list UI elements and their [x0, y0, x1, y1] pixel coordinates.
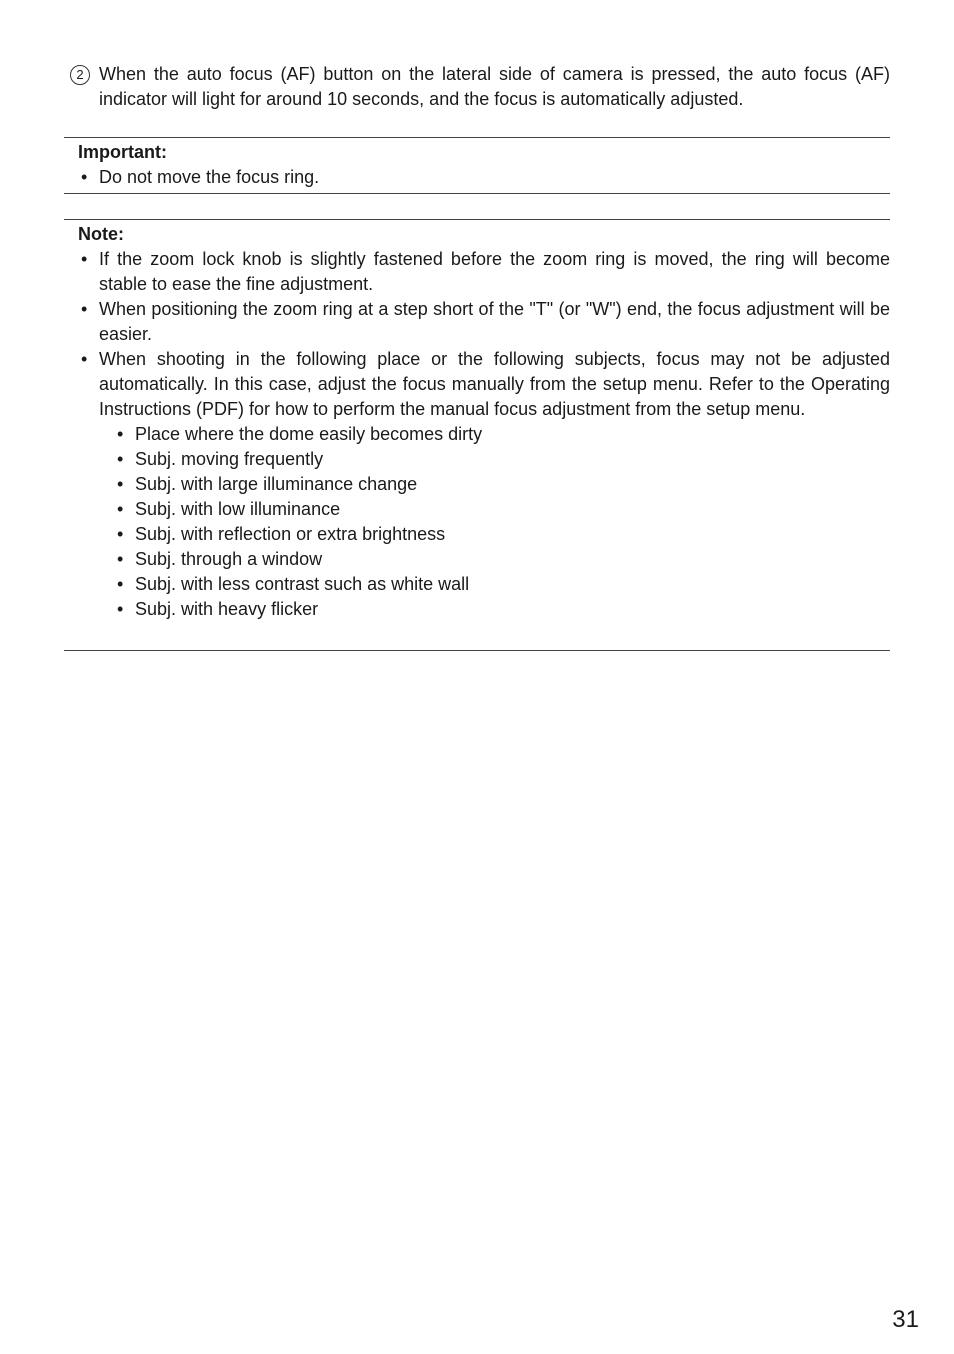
- important-list: [64, 165, 890, 190]
- note-list: [64, 247, 890, 622]
- important-box: [64, 137, 890, 194]
- sub-list-item: • Subj. through a window: [99, 547, 890, 572]
- sub-list-item: • Subj. with heavy flicker: [99, 597, 890, 622]
- sub-list: [99, 422, 890, 622]
- sub-list-item: • Subj. with low illuminance: [99, 497, 890, 522]
- step-2: [70, 62, 890, 112]
- note-title: Note:: [78, 224, 124, 244]
- important-title: Important:: [78, 142, 167, 162]
- sub-list-item: • Subj. moving frequently: [99, 447, 890, 472]
- list-item: • Do not move the focus ring.: [64, 165, 890, 190]
- sub-list-item: • Subj. with large illuminance change: [99, 472, 890, 497]
- page-number: 31: [892, 1306, 919, 1333]
- list-item-text: When shooting in the following place or the following subjects, focus may not be adjusted automatically. In this case, adjust the focus manually from the setup menu. Refer to the Operating Instructions (PDF) for how to perform the manual focus adjustment from the setup menu.: [99, 349, 890, 419]
- list-item: [64, 347, 890, 622]
- list-item: • When positioning the zoom ring at a step short of the "T" (or "W") end, the focus adjustment will be easier.: [64, 297, 890, 347]
- list-item: • If the zoom lock knob is slightly fastened before the zoom ring is moved, the ring will become stable to ease the fine adjustment.: [64, 247, 890, 297]
- sub-list-item: • Place where the dome easily becomes dirty: [99, 422, 890, 447]
- sub-list-item: • Subj. with reflection or extra brightness: [99, 522, 890, 547]
- note-box: [64, 219, 890, 651]
- step-text: When the auto focus (AF) button on the lateral side of camera is pressed, the auto focus (AF) indicator will light for around 10 seconds, and the focus is automatically adjusted.: [99, 64, 890, 109]
- sub-list-item: • Subj. with less contrast such as white wall: [99, 572, 890, 597]
- step-number-circle: 2: [70, 65, 90, 85]
